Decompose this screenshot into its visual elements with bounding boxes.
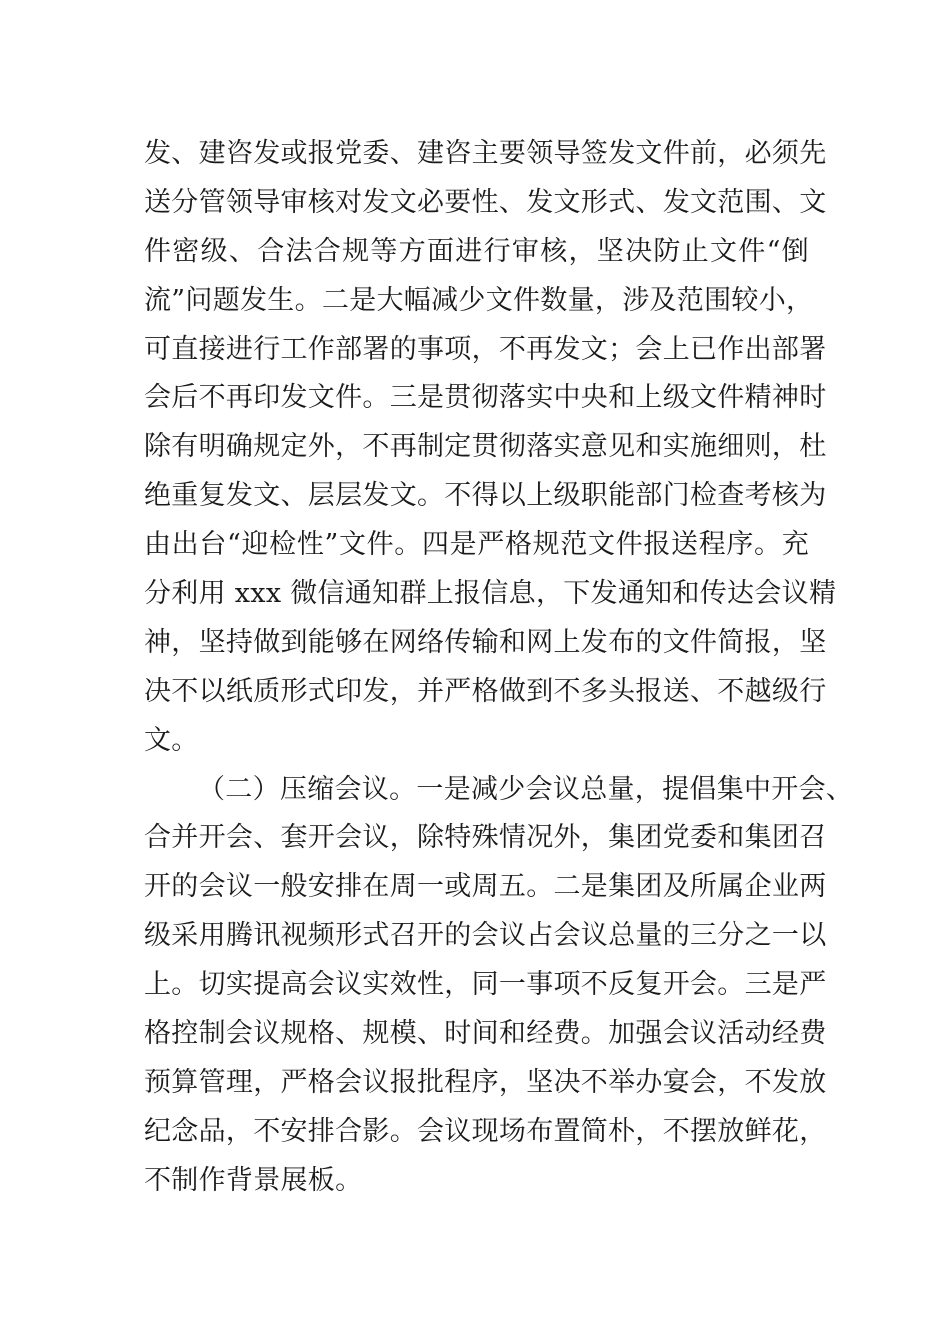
text-line: 合并开会、套开会议，除特殊情况外，集团党委和集团召 — [144, 822, 827, 854]
text-line: 预算管理，严格会议报批程序，坚决不举办宴会，不发放 — [144, 1066, 827, 1098]
text-line: 件密级、合法合规等方面进行审核，坚决防止文件“倒 — [144, 235, 809, 267]
text-line: 上。切实提高会议实效性，同一事项不反复开会。三是严 — [144, 969, 827, 1001]
text-line: 纪念品，不安排合影。会议现场布置简朴，不摆放鲜花， — [144, 1115, 827, 1147]
text-line: 分利用 xxx 微信通知群上报信息，下发通知和传达会议精 — [144, 578, 837, 610]
paragraph-1 — [144, 130, 837, 766]
text-line: 级采用腾讯视频形式召开的会议占会议总量的三分之一以 — [144, 920, 827, 952]
text-line: 可直接进行工作部署的事项，不再发文；会上已作出部署 — [144, 333, 827, 365]
text-line: （二）压缩会议。一是减少会议总量，提倡集中开会、 — [198, 773, 854, 805]
text-line: 格控制会议规格、规模、时间和经费。加强会议活动经费 — [144, 1018, 827, 1050]
text-line: 决不以纸质形式印发，并严格做到不多头报送、不越级行 — [144, 675, 827, 707]
text-line: 开的会议一般安排在周一或周五。二是集团及所属企业两 — [144, 871, 827, 903]
text-line: 流”问题发生。二是大幅减少文件数量，涉及范围较小， — [144, 284, 814, 316]
text-line: 会后不再印发文件。三是贯彻落实中央和上级文件精神时 — [144, 382, 827, 414]
text-line: 由出台“迎检性”文件。四是严格规范文件报送程序。充 — [144, 529, 809, 561]
text-line: 除有明确规定外，不再制定贯彻落实意见和实施细则，杜 — [144, 431, 827, 463]
text-line: 神，坚持做到能够在网络传输和网上发布的文件简报，坚 — [144, 626, 827, 658]
document-body — [144, 130, 854, 1206]
text-line: 发、建咨发或报党委、建咨主要领导签发文件前，必须先 — [144, 138, 827, 169]
text-line: 绝重复发文、层层发文。不得以上级职能部门检查考核为 — [144, 480, 827, 512]
text-line: 文。 — [144, 724, 199, 756]
paragraph-2 — [144, 766, 854, 1206]
text-line: 不制作背景展板。 — [144, 1164, 363, 1196]
text-line: 送分管领导审核对发文必要性、发文形式、发文范围、文 — [144, 186, 827, 218]
